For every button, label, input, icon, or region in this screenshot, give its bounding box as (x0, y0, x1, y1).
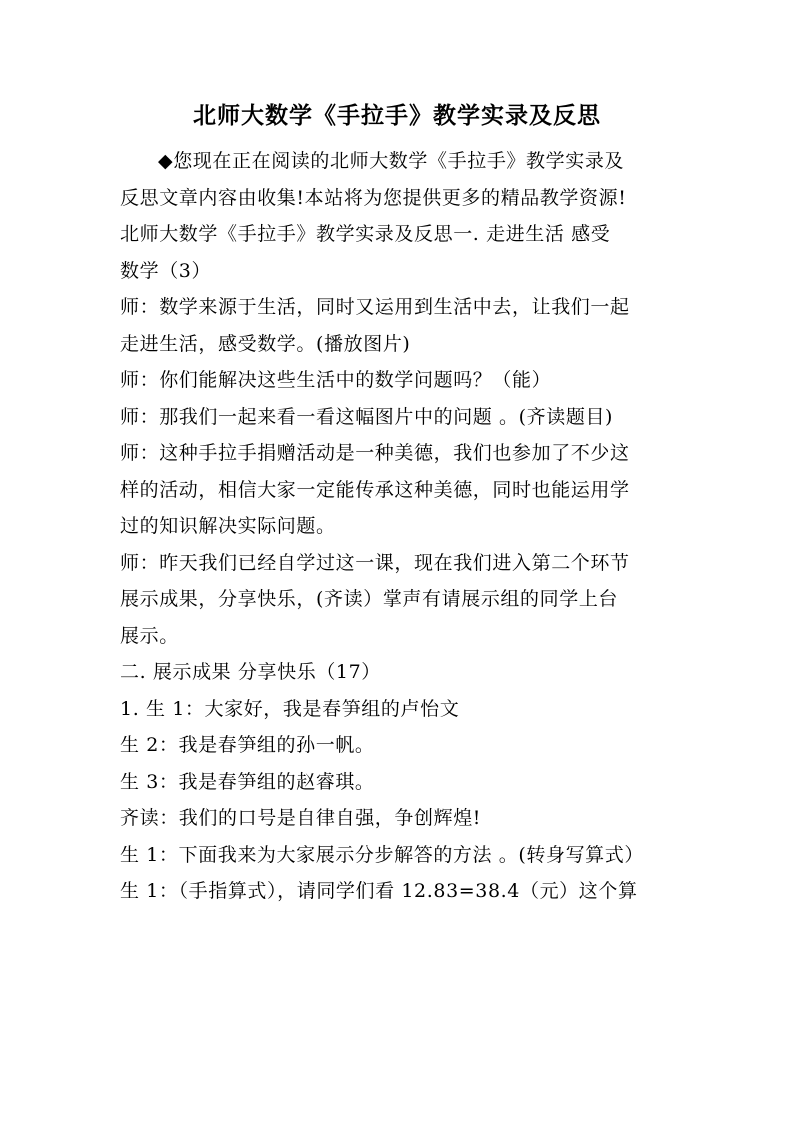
paragraph-line: 数学（3） (120, 259, 212, 282)
paragraph-line: 生 2：我是春笋组的孙一帆。 (120, 734, 375, 756)
paragraph-line: 展示。 (120, 624, 179, 647)
paragraph-line: 过的知识解决实际问题。 (120, 515, 336, 537)
paragraph-line: 师：那我们一起来看一看这幅图片中的问题 。(齐读题目) (120, 405, 614, 428)
paragraph-line: 展示成果，分享快乐，(齐读）掌声有请展示组的同学上台 (120, 588, 619, 610)
paragraph-line: 生 3：我是春笋组的赵睿琪。 (120, 770, 375, 793)
paragraph-line: 1. 生 1：大家好，我是春笋组的卢怡文 (120, 697, 460, 720)
paragraph-line: 生 1：（手指算式），请同学们看 12.83=38.4（元）这个算 (120, 880, 638, 902)
paragraph-line: 反思文章内容由收集!本站将为您提供更多的精品教学资源! (120, 186, 627, 209)
document-title: 北师大数学《手拉手》教学实录及反思 (193, 103, 601, 129)
paragraph-line: 师：昨天我们已经自学过这一课，现在我们进入第二个环节 (120, 551, 630, 574)
paragraph-line: ◆您现在正在阅读的北师大数学《手拉手》教学实录及 (158, 150, 625, 172)
paragraph-line: 北师大数学《手拉手》教学实录及反思一. 走进生活 感受 (120, 223, 611, 245)
paragraph-line: 二. 展示成果 分享快乐（17） (120, 661, 381, 683)
paragraph-line: 生 1：下面我来为大家展示分步解答的方法 。(转身写算式） (120, 843, 644, 866)
document-body (120, 143, 680, 910)
paragraph-line: 走进生活，感受数学。(播放图片) (120, 332, 411, 355)
paragraph-line: 师：你们能解决这些生活中的数学问题吗？（能） (120, 369, 552, 391)
paragraph-line: 样的活动，相信大家一定能传承这种美德，同时也能运用学 (120, 478, 630, 501)
paragraph-line: 师：数学来源于生活，同时又运用到生活中去，让我们一起 (120, 296, 630, 318)
paragraph-line: 师：这种手拉手捐赠活动是一种美德，我们也参加了不少这 (120, 442, 630, 464)
paragraph-line: 齐读：我们的口号是自律自强，争创辉煌! (120, 807, 482, 829)
